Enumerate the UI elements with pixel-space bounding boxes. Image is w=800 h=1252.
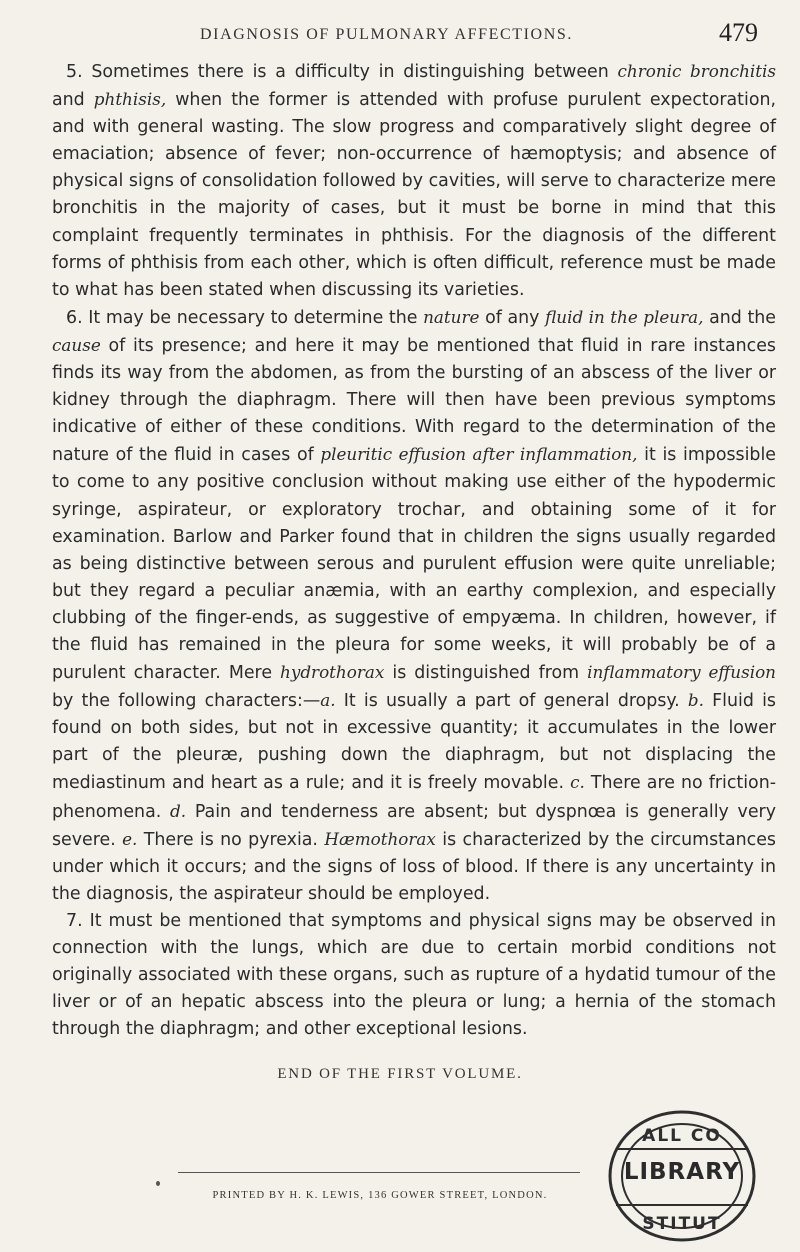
ink-dot	[156, 1181, 160, 1186]
page-header	[0, 18, 800, 54]
stamp-bottom-text: STITUT	[642, 1214, 722, 1234]
stamp-top-text: ALL CO	[642, 1126, 722, 1146]
end-of-volume-note: END OF THE FIRST VOLUME.	[277, 1066, 523, 1082]
page-number: 479	[719, 18, 758, 47]
paragraph-7: 7. It must be mentioned that symptoms and physical signs may be observed in connection with the lungs, which are due to certain morbid conditions not originally associated with these organs, such as rupture of a hydatid tumour of the liver or of an hepatic abscess into the pleura or lung; a hernia of the stomach through the diaphragm; and other exceptional lesions.	[52, 910, 776, 1040]
printer-rule-divider	[178, 1172, 580, 1173]
stamp-library-label: LIBRARY	[623, 1159, 741, 1185]
paragraph-5: 5. Sometimes there is a difficulty in distinguishing between chronic bronchitis and phthisis, when the former is attended with profuse purulent expectoration, and with general wasting. The slow progress and comparatively slight degree of emaciation; absence of fever; non-occurrence of hæmoptysis; and absence of physical signs of consolidation followed by cavities, will serve to characterize mere bronchitis in the majority of cases, but it must be borne in mind that this complaint frequently terminates in phthisis. For the diagnosis of the different forms of phthisis from each other, which is often difficult, reference must be made to what has been stated when discussing its varieties.	[52, 61, 777, 300]
printer-imprint: PRINTED BY H. K. LEWIS, 136 GOWER STREET, LONDON.	[212, 1190, 548, 1201]
body-text	[52, 58, 776, 1043]
running-title: DIAGNOSIS OF PULMONARY AFFECTIONS.	[200, 26, 573, 43]
paragraph-6: 6. It may be necessary to determine the nature of any fluid in the pleura, and the cause of its presence; and here it may be mentioned that fluid in rare instances finds its way from the abdomen, as from the bursting of an abscess of the liver or kidney through the diaphragm. There will then have been previous symptoms indicative of either of these conditions. With regard to the determination of the nature of the fluid in cases of pleuritic effusion after inflammation, it is impossible to come to any positive conclusion without making use either of the hypodermic syringe, aspirateur, or exploratory trochar, and obtaining some of it for examination. Barlow and Parker found that in children the signs usually regarded as being distinctive between serous and purulent effusion were quite unreliable; but they regard a peculiar anæmia, with an earthy complexion, and especially clubbing of the finger-ends, as suggestive of empyæma. In children, however, if the fluid has remained in the pleura for some weeks, it will probably be of a purulent character. Mere hydrothorax is distinguished from inflammatory effusion by the following characters:—a. It is usually a part of general dropsy. b. Fluid is found on both sides, but not in excessive quantity; it accumulates in the lower part of the pleuræ, pushing down the diaphragm, but not displacing the mediastinum and heart as a rule; and it is freely movable. c. There are no friction-phenomena. d. Pain and tenderness are absent; but dyspnœa is generally very severe. e. There is no pyrexia. Hæmothorax is characterized by the circumstances under which it occurs; and the signs of loss of blood. If there is any uncertainty in the diagnosis, the aspirateur should be employed.	[52, 306, 776, 904]
library-stamp	[606, 1107, 758, 1245]
